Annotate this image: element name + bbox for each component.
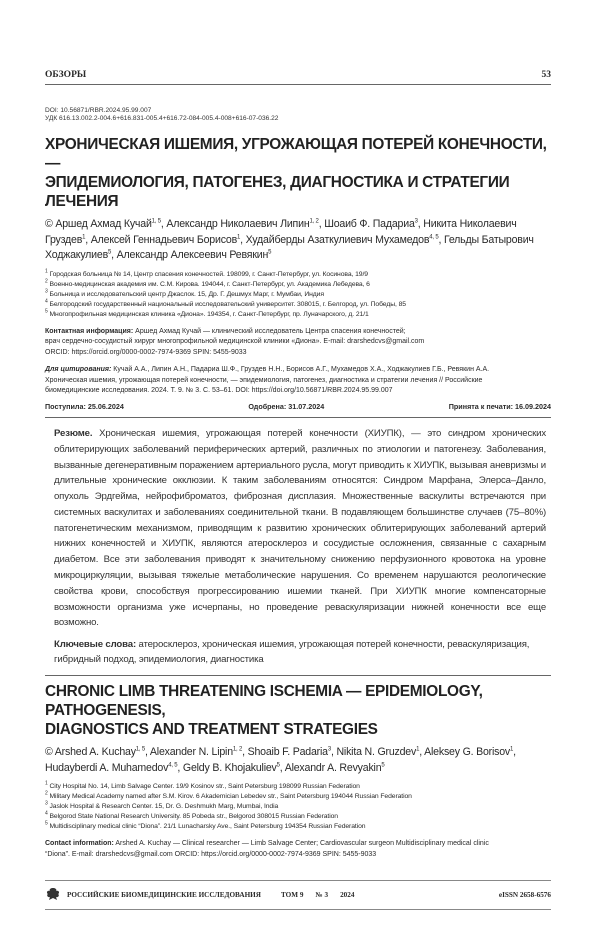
affiliation-index: 4 [45, 299, 48, 305]
affiliation [45, 802, 551, 812]
affiliation-text: Больница и исследовательский центр Джаслок. 15, Др. Г. Дешмух Марг, г. Мумбаи, Индия [49, 291, 323, 298]
affiliation-text: Multidisciplinary medical clinic “Diona”. 21/1 Lunacharsky Ave., Saint Petersburg 194354 Russian Federation [49, 823, 365, 830]
author-affiliation-index: 1 [510, 747, 513, 753]
author-name: Nikita N. Gruzdev [336, 746, 416, 758]
affiliation [45, 300, 551, 310]
contact-text: врач сердечно-сосудистый хирург многопрофильной медицинской клиники «Диона». E-mail: drarshedcvs@gmail.com [45, 337, 551, 348]
ru-title [45, 135, 551, 211]
contact-text: Аршед Ахмад Кучай — клинический исследователь Центра спасения конечностей; [133, 328, 405, 335]
affiliation-text: City Hospital No. 14, Limb Salvage Center. 19/9 Kosinov str., Saint Petersburg 198099 Russian Federation [49, 783, 359, 790]
affiliation-index: 3 [45, 801, 48, 807]
affiliation-index: 2 [45, 279, 48, 285]
affiliation-index: 5 [45, 309, 48, 315]
author [117, 249, 272, 261]
author-affiliation-index: 3 [328, 747, 331, 753]
affiliation [45, 812, 551, 822]
author [55, 746, 145, 758]
affiliation [45, 270, 551, 280]
contact-text: Arshed A. Kuchay — Clinical researcher — Limb Salvage Center; Cardiovascular surgeon Multidisciplinary medical clinic [114, 840, 489, 847]
approved-date: Одобрена: 31.07.2024 [248, 402, 324, 411]
affiliation-text: Belgorod State National Research University. 85 Pobeda str., Belgorod 308015 Russian Federation [49, 813, 337, 820]
issue: № 3 [315, 891, 328, 899]
author-affiliation-index: 5 [381, 762, 384, 768]
affiliation [45, 310, 551, 320]
affiliation-text: Военно-медицинская академия им. С.М. Кирова. 194044, г. Санкт-Петербург, ул. Академика Лебедева, 6 [49, 281, 369, 288]
dates-row [45, 402, 551, 418]
author-name: Никита Николаевич Груздев [45, 218, 517, 246]
section-label: ОБЗОРЫ [45, 70, 86, 80]
author-affiliation-index: 5 [108, 250, 111, 256]
author-name: Шоаиб Ф. Падариа [324, 218, 414, 230]
author [248, 746, 331, 758]
citation [45, 365, 551, 397]
page [0, 0, 600, 940]
author-name: Alexander N. Lipin [150, 746, 233, 758]
affiliation-index: 1 [45, 269, 48, 275]
ru-contact-info [45, 327, 551, 359]
en-authors: © Arshed A. Kuchay1, 5, Alexander N. Lipin1, 2, Shoaib F. Padaria3, Nikita N. Gruzdev1, Aleksey G. Borisov1, Hudayberdi A. Muhamedov4, 5, Geldy B. Khojakuliev5, Alexandr A. Revyakin5 [45, 745, 551, 776]
issn: eISSN 2658-6576 [499, 891, 551, 899]
author [285, 762, 385, 774]
affiliation-text: Многопрофильная медицинская клиника «Диона». 194354, г. Санкт-Петербург, пр. Луначарского, д. 21/1 [49, 311, 368, 318]
author [183, 762, 280, 774]
author-name: Aleksey G. Borisov [424, 746, 510, 758]
en-contact-info [45, 839, 551, 860]
author-name: Александр Николаевич Липин [166, 218, 309, 230]
accepted-date: Принята к печати: 16.09.2024 [449, 402, 551, 411]
affiliation-index: 1 [45, 781, 48, 787]
affiliation-index: 2 [45, 791, 48, 797]
en-affiliations [45, 782, 551, 832]
author [45, 762, 177, 774]
doi[interactable]: DOI: 10.56871/RBR.2024.95.99.007 [45, 107, 551, 115]
author-name: Худайберды Азаткулиевич Мухамедов [246, 234, 430, 246]
journal-name: РОССИЙСКИЕ БИОМЕДИЦИНСКИЕ ИССЛЕДОВАНИЯ [67, 891, 261, 899]
running-header [45, 64, 551, 85]
affiliation-index: 5 [45, 821, 48, 827]
author-affiliation-index: 1, 2 [233, 747, 242, 753]
author-affiliation-index: 3 [415, 219, 418, 225]
citation-label: Для цитирования: [45, 366, 111, 373]
affiliation-text: Белгородский государственный национальный исследовательский университет. 308015, г. Белгород, ул. Победы, 85 [49, 301, 405, 308]
journal-footer [45, 880, 551, 910]
ru-title-line: ХРОНИЧЕСКАЯ ИШЕМИЯ, УГРОЖАЮЩАЯ ПОТЕРЕЙ КОНЕЧНОСТИ, — [45, 135, 551, 173]
abstract-text: Хроническая ишемия, угрожающая потерей конечности (ХИУПК), — это синдром хронических облитерирующих заболеваний периферических артерий, различных по этиологии и патогенезу. Заболевания, вызванные дегенеративным поражением артериального русла, могут приводить к ХИУПК, вызывая аневризмы и длительные хронические окклюзии. К таким заболеваниям относятся: Синдром Марфана, Элерса–Данло, опухоль Эрдгейма, нейрофиброматоз, фиброзная дисплазия. Множественные васкулиты встречаются при системных васкулитах и заболеваниях соединительной ткани. В подавляющем большинстве случаев (75–80%) патогенетическим механизмом, приводящим к развитию хронических облитерирующих заболеваний артерий нижних конечностей и ХИУПК, являются атеросклероз и сосудистые осложнения, связанные с сахарным диабетом. Все эти заболевания приводят к значительному снижению перфузионного кровотока на уровне микроциркуляции, вызывая тяжелые метаболические нарушения. Со временем нарушаются реологические свойства крови, способствуя прогрессированию ишемии тканей. При ХИУПК многие компенсаторные возможности организма уже исчерпаны, но проведение реваскуляризации нижней конечности все еще возможно. [54, 428, 546, 629]
author-affiliation-index: 5 [277, 762, 280, 768]
author-name: Гельды Батырович Ходжакулиев [45, 234, 534, 262]
volume: ТОМ 9 [281, 891, 303, 899]
contact-label: Contact information: [45, 840, 114, 847]
en-title-line: CHRONIC LIMB THREATENING ISCHEMIA — EPIDEMIOLOGY, PATHOGENESIS, [45, 682, 551, 720]
author [150, 746, 242, 758]
journal-emblem-icon [45, 887, 61, 903]
author [91, 234, 240, 246]
author [424, 746, 513, 758]
author [55, 218, 161, 230]
en-title [45, 682, 551, 739]
divider [45, 675, 551, 676]
affiliation-index: 3 [45, 289, 48, 295]
author-name: Arshed A. Kuchay [55, 746, 136, 758]
author [324, 218, 418, 230]
affiliation [45, 782, 551, 792]
author-affiliation-index: 1, 5 [152, 219, 161, 225]
affiliation-text: Jaslok Hospital & Research Center. 15, Dr. G. Deshmukh Marg, Mumbai, India [49, 803, 278, 810]
author-name: Shoaib F. Padaria [248, 746, 328, 758]
contact-text: “Diona”. E-mail: drarshedcvs@gmail.com ORCID: https://orcid.org/0000-0002-7974-9369 SPIN: 5455-9033 [45, 850, 551, 861]
contact-orcid: ORCID: https://orcid.org/0000-0002-7974-9369 SPIN: 5455-9033 [45, 348, 551, 359]
author-affiliation-index: 1, 5 [136, 747, 145, 753]
citation-text: Кучай А.А., Липин А.Н., Падариа Ш.Ф., Груздев Н.Н., Борисов А.Г., Мухамедов Х.А., Ходжакулиев Г.Б., Ревякин А.А. [111, 366, 489, 373]
author [166, 218, 318, 230]
contact-label: Контактная информация: [45, 328, 133, 335]
author [246, 234, 439, 246]
author-name: Александр Алексеевич Ревякин [117, 249, 268, 261]
abstract [54, 426, 546, 631]
author [336, 746, 419, 758]
copyright-sign: © [45, 218, 53, 230]
author-affiliation-index: 1 [416, 747, 419, 753]
author-affiliation-index: 4, 5 [168, 762, 177, 768]
year: 2024 [340, 891, 354, 899]
udk: УДК 616.13.002.2-004.6+616.831-005.4+616.72-084-005.4-008+616-07-036.22 [45, 115, 551, 123]
affiliation-index: 4 [45, 811, 48, 817]
citation-text: Хроническая ишемия, угрожающая потерей конечности, — эпидемиология, патогенез, диагностика и стратегии лечения // Российские [45, 376, 551, 387]
abstract-label: Резюме. [54, 428, 92, 439]
author-name: Алексей Геннадьевич Борисов [91, 234, 237, 246]
author-name: Аршед Ахмад Кучай [55, 218, 151, 230]
received-date: Поступила: 25.06.2024 [45, 402, 124, 411]
affiliation-text: Городская больница № 14, Центр спасения конечностей. 198099, г. Санкт-Петербург, ул. Косинова, 19/9 [49, 271, 367, 278]
author-affiliation-index: 1 [82, 234, 85, 240]
author-affiliation-index: 1, 2 [309, 219, 318, 225]
author-affiliation-index: 4, 5 [429, 234, 438, 240]
affiliation [45, 290, 551, 300]
keywords-text: атеросклероз, хроническая ишемия, угрожающая потерей конечности, реваскуляризация, гибридный подход, эпидемиология, диагностика [54, 639, 529, 665]
affiliation [45, 280, 551, 290]
en-title-line: DIAGNOSTICS AND TREATMENT STRATEGIES [45, 720, 551, 739]
affiliation-text: Military Medical Academy named after S.M. Kirov. 6 Akademician Lebedev str., Saint Petersburg 194044 Russian Federation [49, 793, 411, 800]
ru-authors: © Аршед Ахмад Кучай1, 5, Александр Николаевич Липин1, 2, Шоаиб Ф. Падариа3, Никита Николаевич Груздев1, Алексей Геннадьевич Борисов1, Худайберды Азаткулиевич Мухамедов4, 5, Гельды Батырович Ходжакулиев5, Александр Алексеевич Ревякин5 [45, 217, 551, 264]
citation-text: биомедицинские исследования. 2024. Т. 9. № 3. С. 53–61. DOI: https://doi.org/10.56871/RBR.2024.95.99.007 [45, 386, 551, 397]
affiliation [45, 822, 551, 832]
page-number: 53 [542, 70, 552, 80]
author-affiliation-index: 5 [268, 250, 271, 256]
author-name: Hudayberdi A. Muhamedov [45, 762, 168, 774]
author-name: Alexandr A. Revyakin [285, 762, 382, 774]
copyright-sign: © [45, 746, 53, 758]
keywords [54, 637, 546, 667]
author-name: Geldy B. Khojakuliev [183, 762, 277, 774]
identifiers [45, 107, 551, 123]
ru-title-line: ЭПИДЕМИОЛОГИЯ, ПАТОГЕНЕЗ, ДИАГНОСТИКА И СТРАТЕГИИ ЛЕЧЕНИЯ [45, 173, 551, 211]
affiliation [45, 792, 551, 802]
ru-affiliations [45, 270, 551, 320]
keywords-label: Ключевые слова: [54, 639, 136, 650]
author-affiliation-index: 1 [237, 234, 240, 240]
